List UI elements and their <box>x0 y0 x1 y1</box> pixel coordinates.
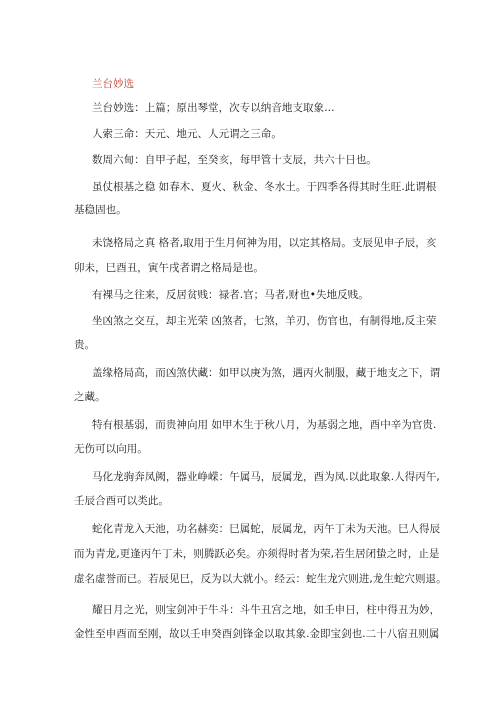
document-title: 兰台妙选 <box>92 78 134 90</box>
text-line: 虚名虚誉而已。若辰见巳，反为以大就小。经云：蛇生龙穴则进,龙生蛇穴则退。 <box>74 573 447 585</box>
text-line: 无伤可以向用。 <box>74 443 148 455</box>
text-line: 特有根基弱，而贵神向用 如甲木生于秋八月，为基弱之地，酉中辛为官贵. <box>92 419 437 431</box>
text-line: 蛇化青龙入天池，功名赫奕：巳属蛇，辰属龙，丙午丁未为天池。巳人得辰 <box>92 523 441 535</box>
text-line: 马化龙驹奔凤阙，器业峥嵘：午属马，辰属龙，酉为凤.以此取象.人得丙午, <box>92 471 440 483</box>
text-line: 耀日月之光，则宝剑冲于牛斗：斗牛丑宫之地，如壬申日，柱中得丑为妙， <box>92 604 441 616</box>
text-line: 基稳固也。 <box>74 204 127 216</box>
text-line: 之藏。 <box>74 391 106 403</box>
text-line: 坐凶煞之交互，却主光荣 凶煞者，七煞，羊刃，伤官也，有制得地,反主荣 <box>92 315 437 327</box>
text-line: 壬辰合酉可以类此。 <box>74 495 169 507</box>
text-line: 卯未，巳酉丑，寅午戌者谓之格局是也。 <box>74 262 264 274</box>
text-line: 有裸马之往来，反居贫贱：禄者.官；马者,财也•失地反贱。 <box>92 289 369 301</box>
text-line: 人索三命：天元、地元、人元谓之三命。 <box>92 128 282 140</box>
text-line: 虽仗根基之稳 如春木、夏火、秋金、冬水土。于四季各得其时生旺.此谓根 <box>92 181 437 193</box>
text-line: 贵。 <box>74 339 96 351</box>
text-line: 而为青龙,更逢丙午丁未，则腾跃必矣。亦须得时者为荣,若生居闭蛰之时，止是 <box>74 548 440 560</box>
text-line: 数周六甸：自甲子起，至癸亥，每甲管十支辰，共六十日也。 <box>92 154 377 166</box>
text-line: 盖缘格局高，而凶煞伏藏：如甲以庚为煞，遇丙火制服，藏于地支之下，谓 <box>92 367 441 379</box>
text-line: 兰台妙选：上篇；原出琴堂，次专以纳音地支取象… <box>92 102 335 114</box>
text-line: 未饶格局之真 格者,取用于生月何神为用，以定其格局。支辰见申子辰，亥 <box>92 237 437 249</box>
text-line: 金性至申酉而至刚，故以壬申癸酉剑锋金以取其象.金即宝剑也.二十八宿丑则属 <box>74 628 440 640</box>
